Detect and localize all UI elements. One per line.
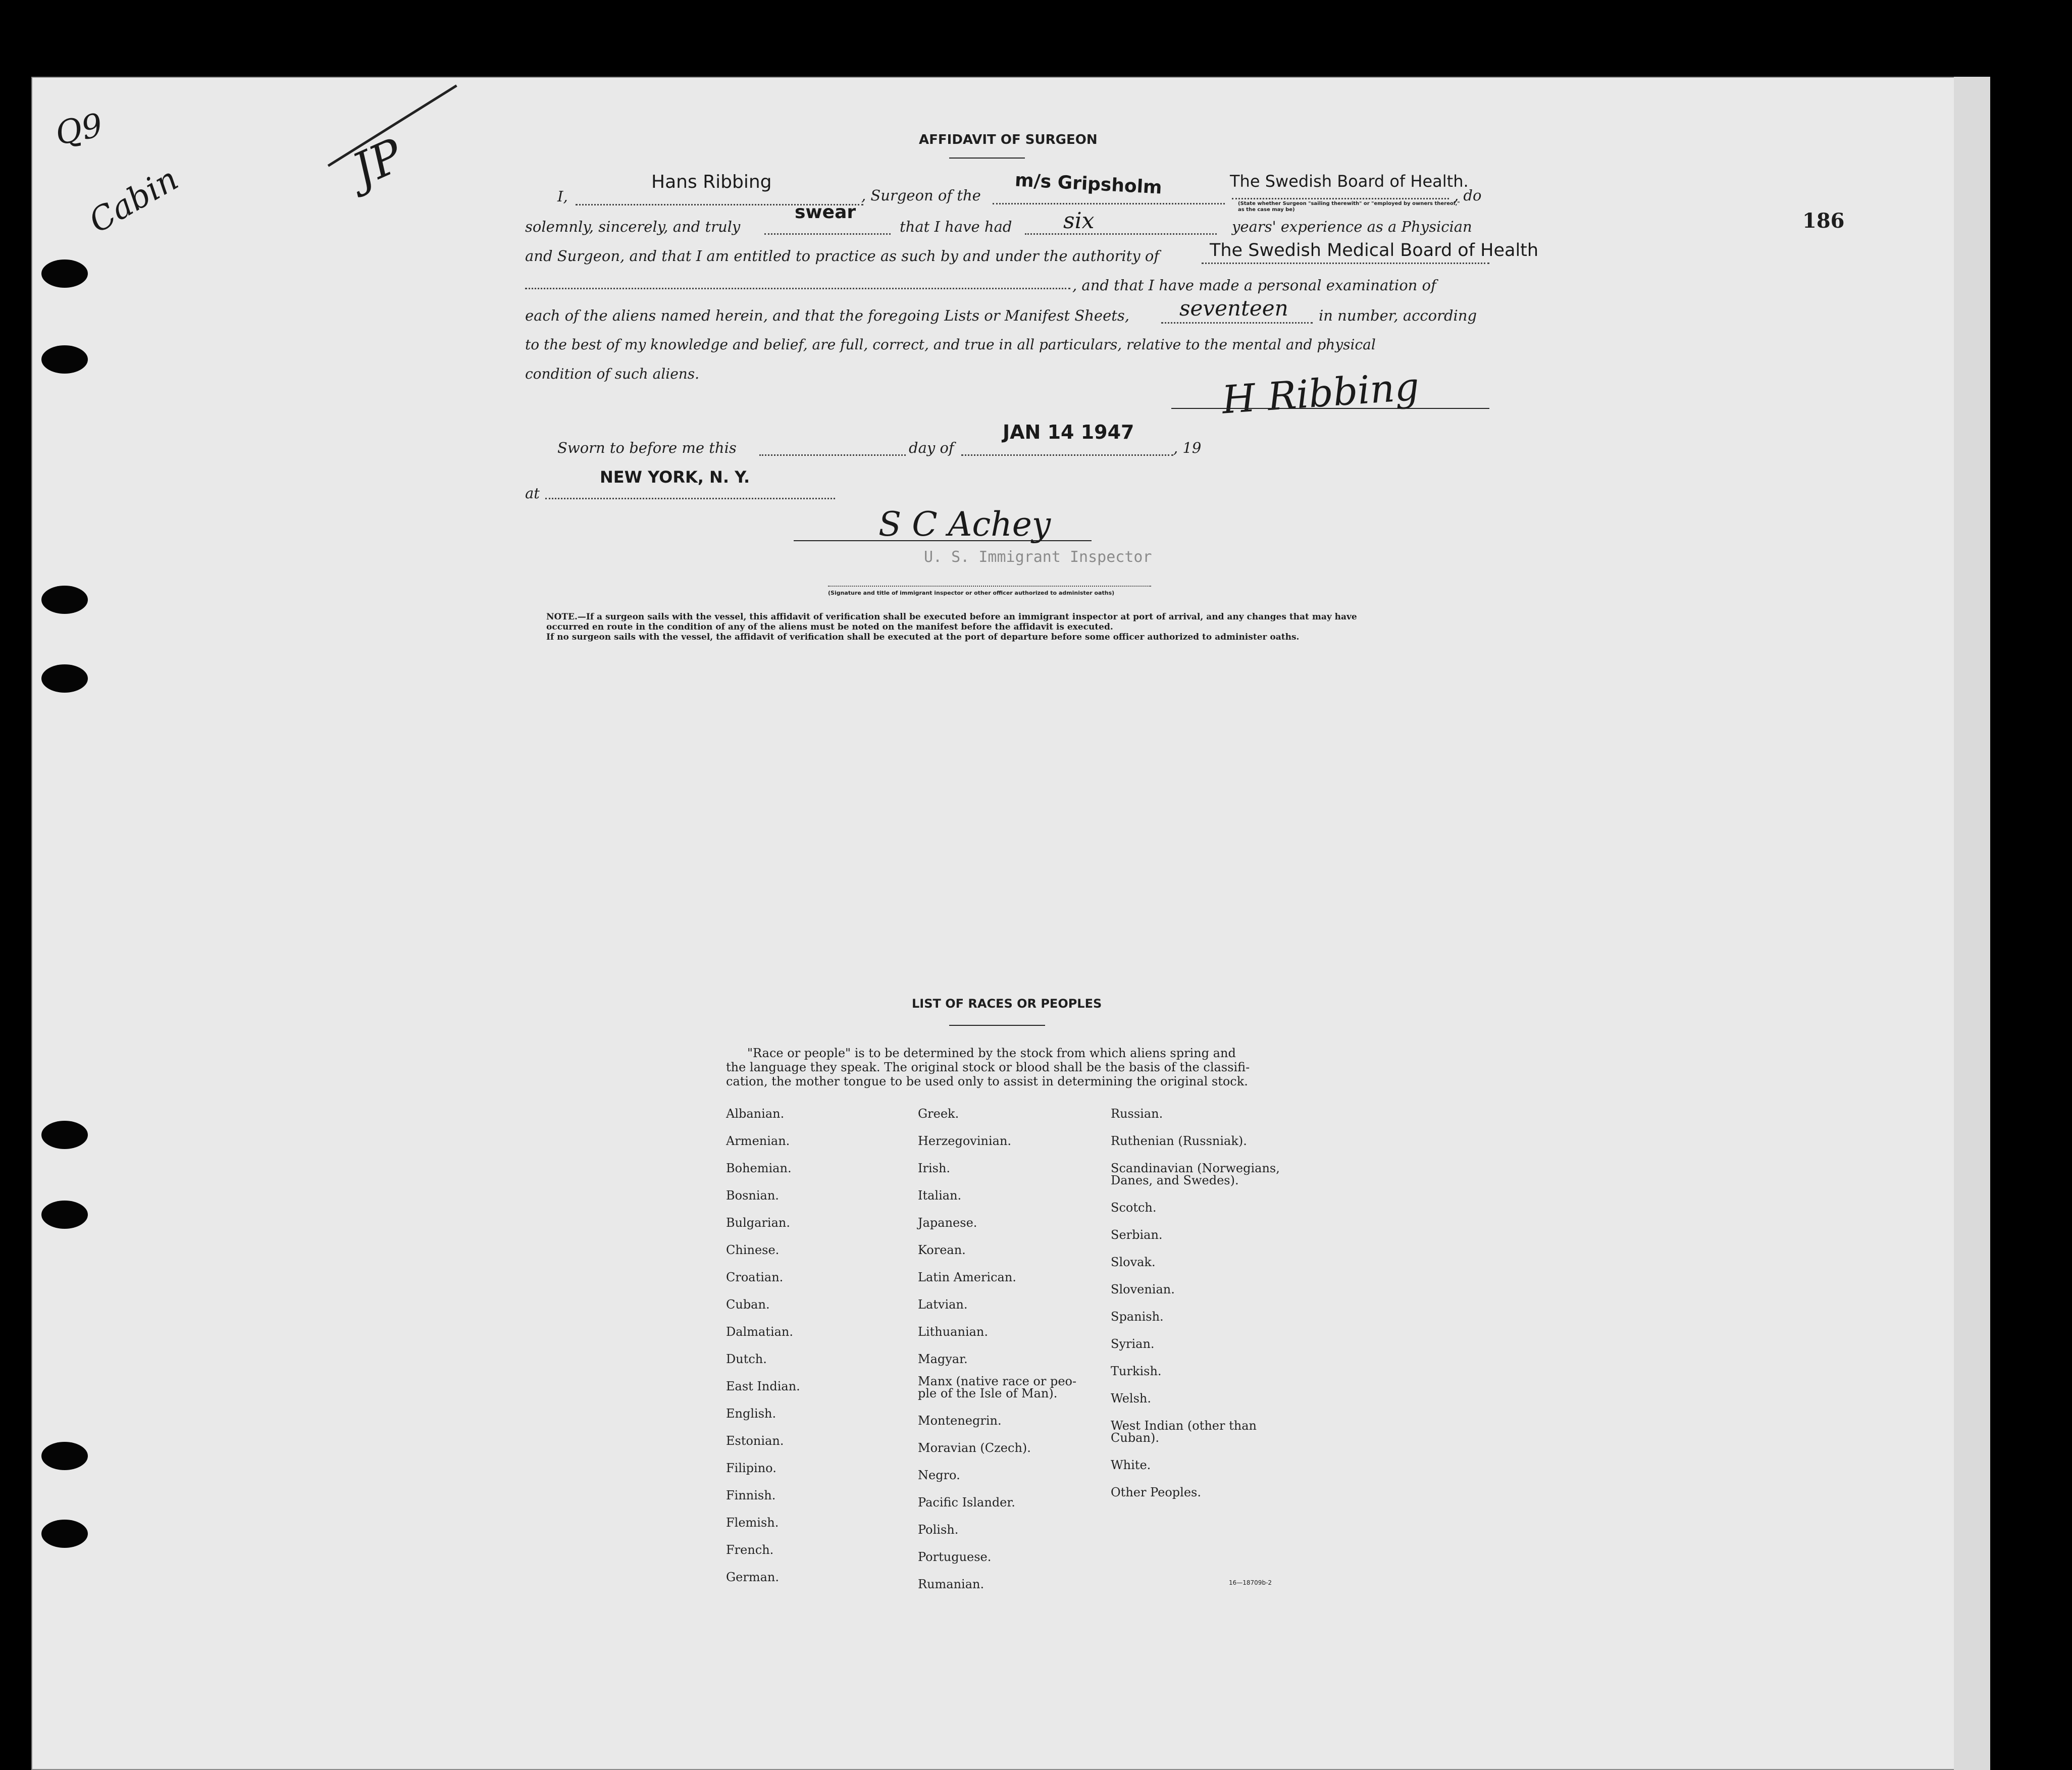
- oath-word: swear: [795, 202, 856, 223]
- race-entry: Turkish.: [1111, 1364, 1162, 1378]
- race-entry: East Indian.: [726, 1379, 800, 1393]
- margin-note: JP: [344, 128, 411, 197]
- punch-hole: [41, 1520, 88, 1548]
- authority: The Swedish Medical Board of Health: [1210, 240, 1539, 261]
- text-personal-exam: , and that I have made a personal examination of: [1072, 277, 1436, 294]
- sworn-place-stamp: NEW YORK, N. Y.: [600, 467, 750, 487]
- race-entry: Armenian.: [726, 1134, 790, 1148]
- race-entry: Serbian.: [1111, 1228, 1163, 1242]
- races-intro: "Race or people" is to be determined by the stock from which aliens spring and: [747, 1046, 1236, 1060]
- text-and-surgeon: and Surgeon, and that I am entitled to practice as such by and under the authority of: [525, 247, 1160, 265]
- surgeon-name: Hans Ribbing: [651, 172, 772, 192]
- race-entry: Estonian.: [726, 1434, 784, 1448]
- race-entry: Latin American.: [918, 1270, 1016, 1284]
- race-entry: Russian.: [1111, 1107, 1163, 1121]
- race-entry: Montenegrin.: [918, 1414, 1002, 1428]
- race-entry: Albanian.: [726, 1107, 785, 1121]
- note-line: NOTE.—If a surgeon sails with the vessel, this affidavit of verification shall be executed before an immigrant inspector at port of arrival, and any changes that may have: [546, 612, 1357, 622]
- race-entry: Syrian.: [1111, 1337, 1155, 1351]
- text-day-of: day of: [909, 439, 954, 456]
- race-entry: Filipino.: [726, 1461, 776, 1475]
- blank-line: [828, 586, 1151, 587]
- text-have-had: that I have had: [900, 218, 1012, 235]
- text-years-exp: years' experience as a Physician: [1232, 218, 1472, 235]
- text-each-alien: each of the aliens named herein, and that the foregoing Lists or Manifest Sheets,: [525, 307, 1130, 324]
- employer-name: The Swedish Board of Health.: [1230, 172, 1469, 191]
- signature-line: [1171, 408, 1489, 409]
- text-best-knowledge: to the best of my knowledge and belief, are full, correct, and true in all particulars, relative to the mental and physical: [525, 336, 1376, 353]
- signature-line: [794, 540, 1092, 541]
- punch-hole: [41, 586, 88, 614]
- race-entry: Scotch.: [1111, 1201, 1157, 1215]
- race-entry: Bulgarian.: [726, 1216, 790, 1230]
- race-entry: Spanish.: [1111, 1310, 1164, 1324]
- race-entry: Ruthenian (Russniak).: [1111, 1134, 1247, 1148]
- race-entry: Bohemian.: [726, 1161, 792, 1175]
- race-entry: Bosnian.: [726, 1188, 779, 1203]
- blank-line: [993, 203, 1225, 204]
- punch-hole: [41, 259, 88, 288]
- text-do: , do: [1454, 187, 1482, 204]
- race-entry: Herzegovinian.: [918, 1134, 1012, 1148]
- text-19: , 19: [1173, 439, 1202, 456]
- inspector-signature: S C Achey: [878, 505, 1051, 544]
- race-entry: Danes, and Swedes).: [1111, 1173, 1239, 1187]
- page-edge: [1954, 77, 1990, 1770]
- text-in-number: in number, according: [1319, 307, 1477, 324]
- title-rule: [949, 158, 1025, 159]
- races-title: LIST OF RACES OR PEOPLES: [912, 997, 1102, 1011]
- margin-note: Cabin: [83, 160, 185, 241]
- race-entry: Greek.: [918, 1107, 959, 1121]
- race-entry: West Indian (other than: [1111, 1419, 1257, 1433]
- race-entry: Korean.: [918, 1243, 966, 1257]
- blank-line: [764, 233, 891, 235]
- document-page: [31, 77, 1990, 1770]
- race-entry: Italian.: [918, 1188, 962, 1203]
- race-entry: Portuguese.: [918, 1550, 992, 1564]
- race-entry: English.: [726, 1407, 776, 1421]
- sheets-count-handwritten: seventeen: [1179, 296, 1288, 321]
- state-whether-note: (State whether Surgeon "sailing therewith" or "employed by owners thereof," as the case may be): [1238, 201, 1460, 213]
- punch-hole: [41, 1442, 88, 1470]
- race-entry: ple of the Isle of Man).: [918, 1386, 1058, 1400]
- race-entry: Other Peoples.: [1111, 1485, 1201, 1499]
- margin-note: Q9: [52, 107, 106, 153]
- punch-hole: [41, 664, 88, 693]
- race-entry: German.: [726, 1570, 779, 1584]
- text-surgeon-of: , Surgeon of the: [861, 187, 981, 204]
- race-entry: Irish.: [918, 1161, 951, 1175]
- blank-line: [759, 454, 906, 456]
- years-handwritten: six: [1063, 208, 1095, 234]
- races-intro: the language they speak. The original stock or blood shall be the basis of the classifi-: [726, 1060, 1250, 1074]
- race-entry: Rumanian.: [918, 1577, 985, 1591]
- race-entry: Moravian (Czech).: [918, 1441, 1031, 1455]
- blank-line: [1161, 322, 1313, 324]
- race-entry: Pacific Islander.: [918, 1495, 1015, 1509]
- race-entry: Slovak.: [1111, 1255, 1156, 1269]
- text-at: at: [525, 485, 540, 502]
- race-entry: Cuban).: [1111, 1431, 1159, 1445]
- sworn-date-stamp: JAN 14 1947: [1003, 421, 1134, 443]
- surgeon-signature: H Ribbing: [1220, 363, 1421, 423]
- race-entry: Dutch.: [726, 1352, 767, 1366]
- text-sworn: Sworn to before me this: [557, 439, 737, 456]
- race-entry: Chinese.: [726, 1243, 780, 1257]
- blank-line: [525, 288, 1070, 289]
- race-entry: Welsh.: [1111, 1391, 1151, 1405]
- text-solemnly: solemnly, sincerely, and truly: [525, 218, 741, 235]
- note-line: If no surgeon sails with the vessel, the affidavit of verification shall be executed at the port of departure before some officer authorized to administer oaths.: [546, 632, 1300, 642]
- race-entry: French.: [726, 1543, 774, 1557]
- text-condition: condition of such aliens.: [525, 366, 700, 382]
- punch-hole: [41, 345, 88, 374]
- race-entry: Cuban.: [726, 1297, 770, 1312]
- race-entry: Latvian.: [918, 1297, 968, 1312]
- race-entry: Croatian.: [726, 1270, 784, 1284]
- blank-line: [1202, 263, 1489, 264]
- races-intro: cation, the mother tongue to be used only to assist in determining the original stock.: [726, 1074, 1248, 1088]
- page-number: 186: [1802, 209, 1845, 233]
- text-I: I,: [557, 188, 568, 205]
- note-line: occurred en route in the condition of any of the aliens must be noted on the manifest before the affidavit is executed.: [546, 622, 1113, 632]
- race-entry: White.: [1111, 1458, 1151, 1472]
- race-entry: Slovenian.: [1111, 1282, 1175, 1296]
- race-entry: Magyar.: [918, 1352, 968, 1366]
- race-entry: Japanese.: [918, 1216, 977, 1230]
- blank-line: [961, 454, 1173, 456]
- race-entry: Lithuanian.: [918, 1325, 989, 1339]
- blank-line: [1025, 233, 1217, 235]
- form-number: 16—18709b-2: [1229, 1579, 1272, 1586]
- title-rule: [949, 1025, 1045, 1026]
- race-entry: Flemish.: [726, 1516, 779, 1530]
- punch-hole: [41, 1121, 88, 1149]
- race-entry: Finnish.: [726, 1488, 776, 1502]
- affidavit-title: AFFIDAVIT OF SURGEON: [919, 132, 1098, 147]
- signature-caption: (Signature and title of immigrant inspector or other officer authorized to administer oaths): [828, 590, 1115, 596]
- vessel-name: m/s Gripsholm: [1014, 170, 1163, 198]
- blank-line: [545, 498, 835, 499]
- race-entry: Negro.: [918, 1468, 960, 1482]
- blank-line: [1232, 198, 1449, 199]
- race-entry: Dalmatian.: [726, 1325, 794, 1339]
- inspector-stamp: U. S. Immigrant Inspector: [924, 548, 1152, 566]
- race-entry: Polish.: [918, 1523, 959, 1537]
- race-entry: Scandinavian (Norwegians,: [1111, 1161, 1280, 1175]
- race-entry: Manx (native race or peo-: [918, 1374, 1077, 1388]
- punch-hole: [41, 1201, 88, 1229]
